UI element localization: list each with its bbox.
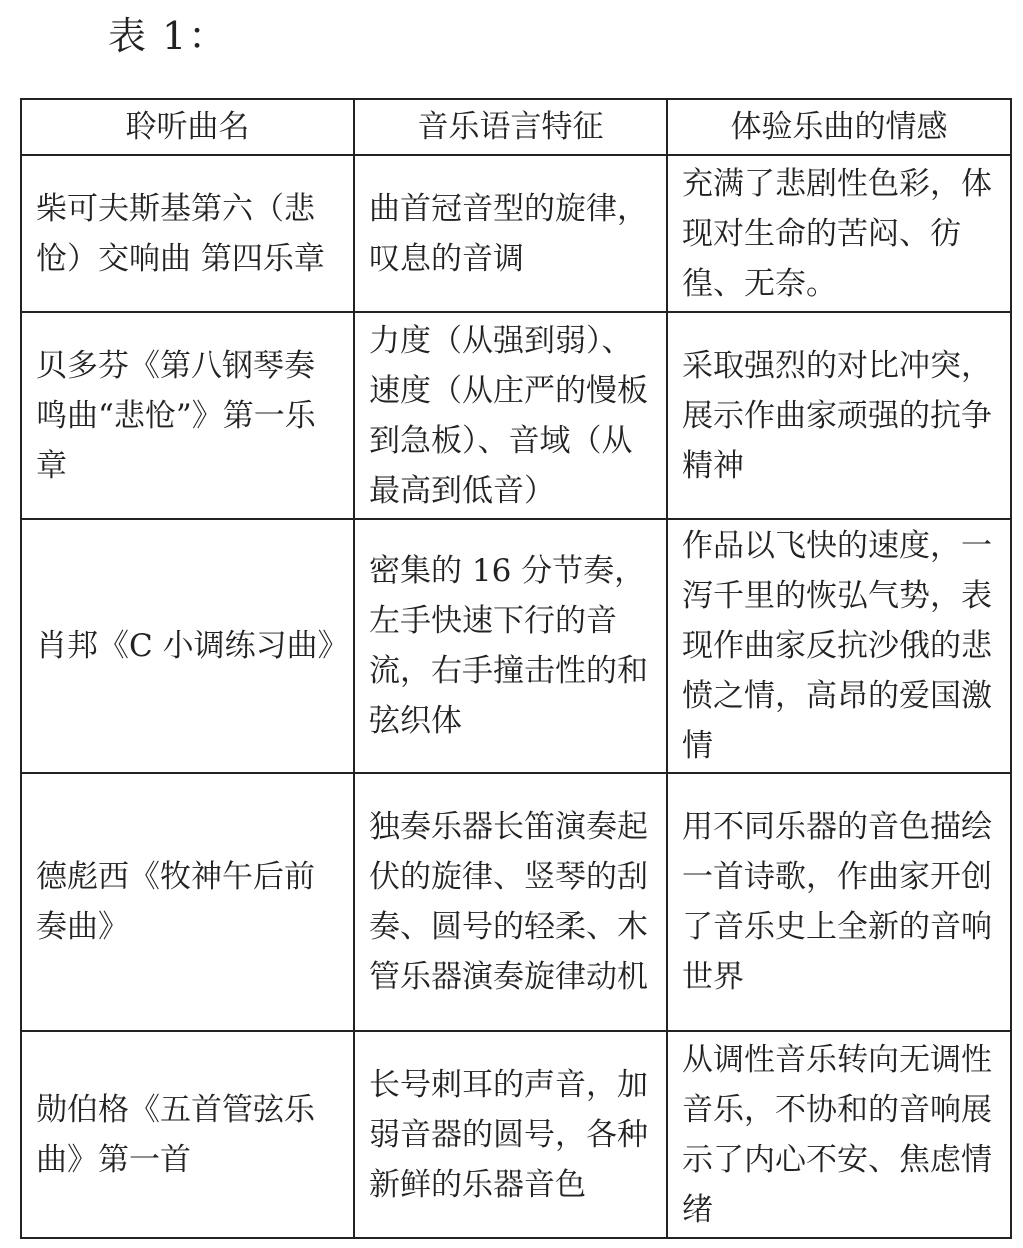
- cell-emotion: 作品以飞快的速度，一泻千里的恢弘气势，表现作曲家反抗沙俄的悲愤之情，高昂的爱国激情: [667, 519, 1011, 773]
- cell-title: 柴可夫斯基第六（悲怆）交响曲 第四乐章: [21, 155, 354, 312]
- cell-title: 肖邦《C 小调练习曲》: [21, 519, 354, 773]
- cell-features: 曲首冠音型的旋律，叹息的音调: [354, 155, 667, 312]
- table-row: [21, 1031, 1011, 1238]
- cell-features: 独奏乐器长笛演奏起伏的旋律、竖琴的刮奏、圆号的轻柔、木管乐器演奏旋律动机: [354, 773, 667, 1031]
- header-emotion: 体验乐曲的情感: [667, 99, 1011, 155]
- table-row: [21, 312, 1011, 519]
- cell-title: 勋伯格《五首管弦乐曲》第一首: [21, 1031, 354, 1238]
- cell-emotion: 用不同乐器的音色描绘一首诗歌，作曲家开创了音乐史上全新的音响世界: [667, 773, 1011, 1031]
- cell-features: 力度（从强到弱）、速度（从庄严的慢板到急板）、音域（从最高到低音）: [354, 312, 667, 519]
- table-header-row: [21, 99, 1011, 155]
- table-row: [21, 519, 1011, 773]
- music-appreciation-table: [20, 98, 1012, 1239]
- table-caption: 表 1：: [108, 14, 229, 58]
- header-features: 音乐语言特征: [354, 99, 667, 155]
- cell-title: 贝多芬《第八钢琴奏鸣曲“悲怆”》第一乐章: [21, 312, 354, 519]
- table-row: [21, 155, 1011, 312]
- cell-emotion: 充满了悲剧性色彩，体现对生命的苦闷、彷徨、无奈。: [667, 155, 1011, 312]
- cell-features: 长号刺耳的声音，加弱音器的圆号，各种新鲜的乐器音色: [354, 1031, 667, 1238]
- cell-emotion: 采取强烈的对比冲突，展示作曲家顽强的抗争精神: [667, 312, 1011, 519]
- cell-title: 德彪西《牧神午后前奏曲》: [21, 773, 354, 1031]
- cell-features: 密集的 16 分节奏，左手快速下行的音流，右手撞击性的和弦织体: [354, 519, 667, 773]
- table-row: [21, 773, 1011, 1031]
- cell-emotion: 从调性音乐转向无调性音乐，不协和的音响展示了内心不安、焦虑情绪: [667, 1031, 1011, 1238]
- header-title: 聆听曲名: [21, 99, 354, 155]
